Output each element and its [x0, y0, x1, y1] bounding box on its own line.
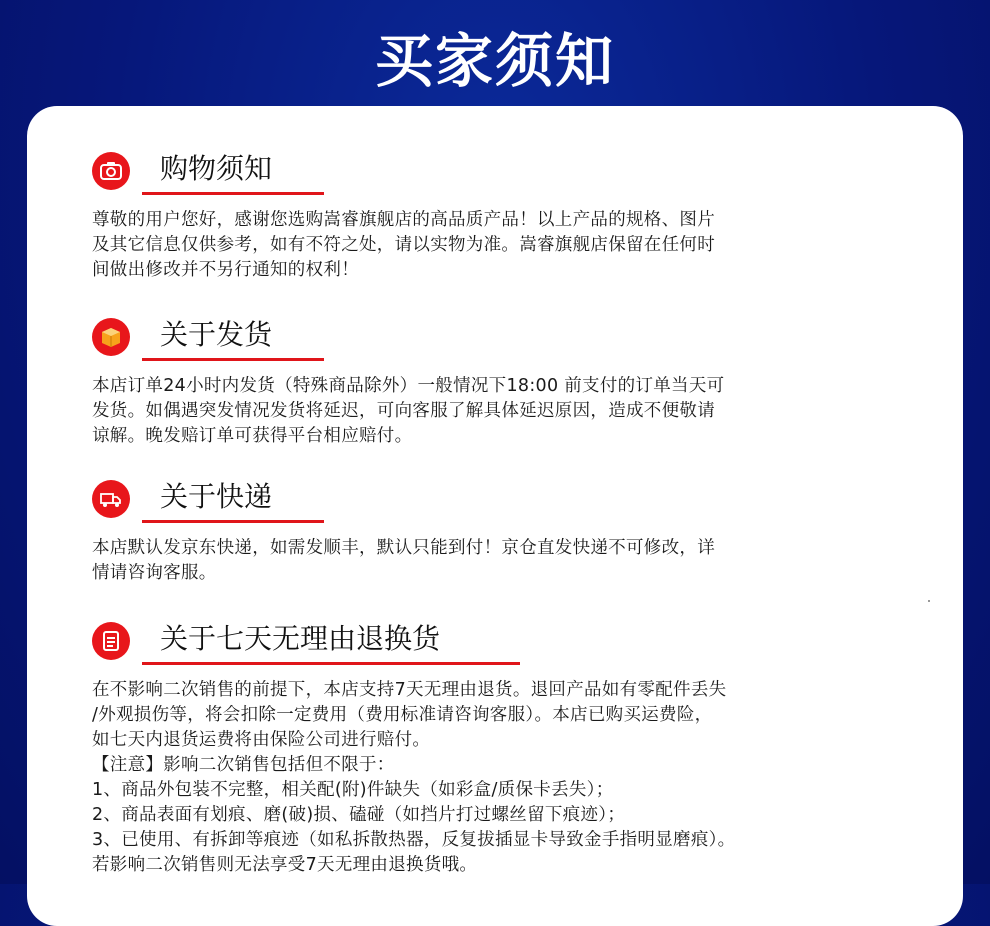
box-icon: [92, 318, 130, 356]
section-body: 尊敬的用户您好，感谢您选购嵩睿旗舰店的高品质产品！以上产品的规格、图片 及其它信息仅供参考，如有不符之处，请以实物为准。嵩睿旗舰店保留在任何时 间做出修改并不另行通知的权利！: [92, 210, 715, 280]
section-seven-day-return: [92, 620, 862, 878]
page-title: 买家须知: [374, 27, 615, 95]
truck-icon: [92, 480, 130, 518]
section-title: 关于快递: [160, 480, 273, 513]
section-title: 关于七天无理由退换货: [160, 622, 441, 655]
title-underline: [142, 662, 520, 665]
section-body: 本店默认发京东快递，如需发顺丰，默认只能到付！京仓直发快递不可修改，详 情请咨询客服。: [92, 538, 715, 583]
title-underline: [142, 520, 324, 523]
title-underline: [142, 192, 324, 195]
document-icon: [92, 622, 130, 660]
title-underline: [142, 358, 324, 361]
section-shopping-notice: [92, 150, 862, 283]
section-courier: [92, 478, 862, 586]
decorative-dot: [928, 600, 930, 602]
section-title: 购物须知: [160, 152, 273, 185]
section-title: 关于发货: [160, 318, 273, 351]
section-body: 在不影响二次销售的前提下，本店支持7天无理由退货。退回产品如有零配件丢失 /外观损伤等，将会扣除一定费用（费用标准请咨询客服）。本店已购买运费险， 如七天内退货运费将由保险公司进行赔付。 【注意】影响二次销售包括但不限于： 1、商品外包装不完整，相关配(附)件缺失（如彩盒/质保卡丢失）； 2、商品表面有划痕、磨(破)损、磕碰（如挡片打过螺丝留下痕迹）； 3、已使用、有拆卸等痕迹（如私拆散热器，反复拔插显卡导致金手指明显磨痕）。 若影响二次销售则无法享受7天无理由退换货哦。: [92, 680, 736, 875]
camera-icon: [92, 152, 130, 190]
section-body: 本店订单24小时内发货（特殊商品除外）一般情况下18:00 前支付的订单当天可 发货。如偶遇突发情况发货将延迟，可向客服了解具体延迟原因，造成不便敬请 谅解。晚发赔订单可获得平台相应赔付。: [92, 376, 725, 446]
section-shipping: [92, 316, 862, 449]
